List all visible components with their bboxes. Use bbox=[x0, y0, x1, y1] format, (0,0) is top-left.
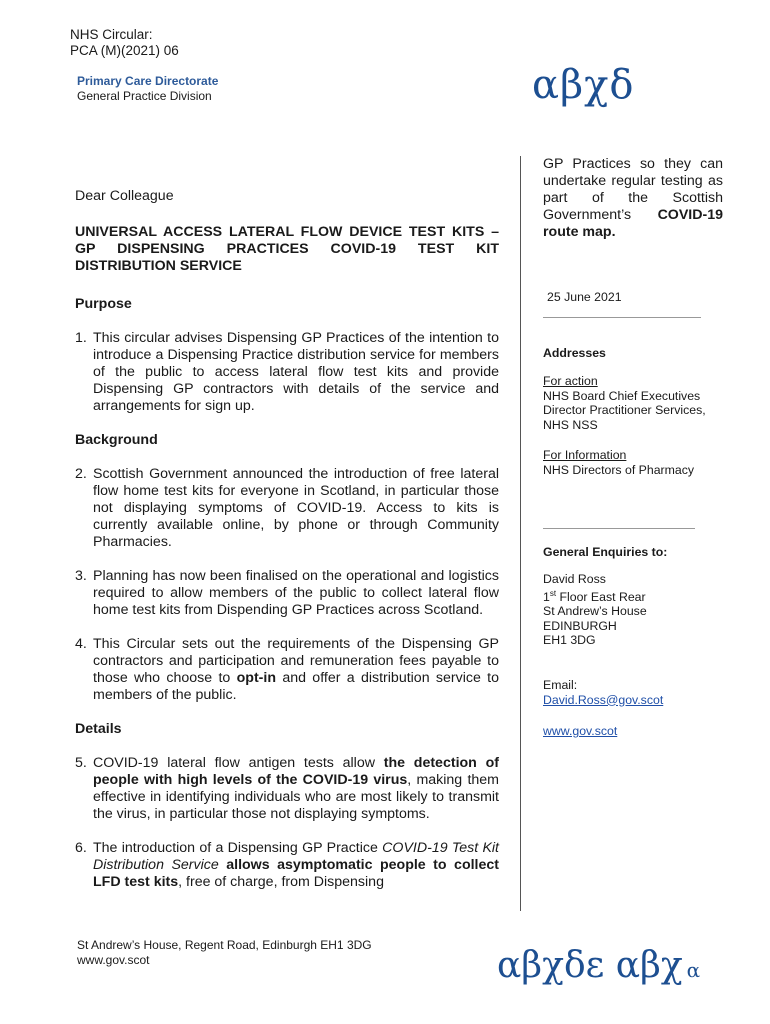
website-link[interactable]: www.gov.scot bbox=[543, 724, 618, 738]
paragraph-6 bbox=[75, 840, 499, 891]
paragraph-number: 2. bbox=[75, 466, 87, 482]
email-link[interactable]: David.Ross@gov.scot bbox=[543, 692, 664, 707]
floor-text: Floor East Rear bbox=[556, 589, 646, 604]
contact-city: EDINBURGH bbox=[543, 618, 617, 633]
paragraph-emphasis: the detection of people with high levels of the COVID-19 virus bbox=[93, 755, 499, 788]
logo-bottom-text: αβχδε αβχ bbox=[497, 945, 683, 986]
paragraph-number: 1. bbox=[75, 330, 87, 346]
contact-name: David Ross bbox=[543, 572, 606, 586]
sidebar-intro bbox=[543, 156, 723, 241]
paragraph-5 bbox=[75, 755, 499, 823]
for-action-recipient: NHS Board Chief Executives bbox=[543, 388, 701, 403]
directorate-block bbox=[77, 74, 218, 104]
paragraph-text: The introduction of a Dispensing GP Practice bbox=[93, 840, 383, 856]
email-label: Email: bbox=[543, 678, 578, 692]
paragraph-number: 5. bbox=[75, 755, 87, 771]
letter-title: UNIVERSAL ACCESS LATERAL FLOW DEVICE TEST KITS – GP DISPENSING PRACTICES COVID-19 TEST KIT DISTRIBUTION SERVICE bbox=[75, 224, 499, 274]
paragraph-emphasis: allows asymptomatic people to collect LFD test kits bbox=[93, 857, 499, 890]
sidebar-intro-text: GP Practices so they can undertake regular testing as part of the Scottish Government’s bbox=[543, 156, 723, 223]
floor-suffix: st bbox=[549, 588, 557, 598]
paragraph-emphasis: opt-in bbox=[236, 670, 276, 686]
contact-building: St Andrew’s House bbox=[543, 604, 647, 619]
division-name: General Practice Division bbox=[77, 89, 212, 103]
salutation: Dear Colleague bbox=[75, 188, 174, 204]
footer-address-block bbox=[77, 938, 372, 968]
letter-body bbox=[75, 188, 499, 891]
heading-details: Details bbox=[75, 721, 122, 737]
for-information-label: For Information bbox=[543, 448, 627, 462]
sidebar-intro-emphasis: COVID-19 route map. bbox=[543, 207, 723, 240]
circular-number: PCA (M)(2021) 06 bbox=[70, 43, 179, 58]
circular-label: NHS Circular: bbox=[70, 27, 153, 42]
contact-address bbox=[543, 572, 728, 648]
paragraph-text: This Circular sets out the requirements of the Dispensing GP contractors and participation and remuneration fees payable to those who choose to bbox=[93, 636, 499, 686]
for-action-recipient: Director Practitioner Services, bbox=[543, 403, 706, 418]
for-action-block bbox=[543, 374, 728, 432]
email-block bbox=[543, 678, 728, 707]
enquiries-heading: General Enquiries to: bbox=[543, 545, 668, 559]
paragraph-italic: COVID-19 Test Kit Distribution Service bbox=[93, 840, 499, 873]
footer-address: St Andrew’s House, Regent Road, Edinburgh EH1 3DG bbox=[77, 938, 372, 952]
logo-top: αβχδ bbox=[532, 62, 635, 108]
paragraph-text: Scottish Government announced the introduction of free lateral flow home test kits for everyone in Scotland, in particular those not displaying symptoms of COVID-19. Access to kits is currently available online, by phone or through Community Pharmacies. bbox=[93, 466, 499, 550]
paragraph-number: 3. bbox=[75, 568, 87, 584]
paragraph-2 bbox=[75, 466, 499, 551]
letter-date: 25 June 2021 bbox=[547, 290, 622, 304]
for-information-block bbox=[543, 448, 728, 477]
paragraph-text: Planning has now been finalised on the operational and logistics required to allow members of the public to collect lateral flow home test kits from Dispending GP Practices across Scotland. bbox=[93, 568, 499, 618]
addresses-heading: Addresses bbox=[543, 346, 606, 360]
column-divider bbox=[520, 156, 521, 911]
paragraph-4 bbox=[75, 636, 499, 704]
contact-postcode: EH1 3DG bbox=[543, 633, 596, 648]
logo-bottom-small: α bbox=[686, 958, 701, 982]
footer-website: www.gov.scot bbox=[77, 953, 150, 967]
contact-floor bbox=[543, 587, 728, 605]
circular-reference bbox=[70, 27, 179, 59]
directorate-name: Primary Care Directorate bbox=[77, 74, 219, 88]
paragraph-text: and offer a distribution service to members of the public. bbox=[93, 670, 499, 703]
paragraph-number: 6. bbox=[75, 840, 87, 856]
paragraph-1 bbox=[75, 330, 499, 415]
paragraph-3 bbox=[75, 568, 499, 619]
for-action-recipient: NHS NSS bbox=[543, 417, 598, 432]
website-block bbox=[543, 724, 728, 739]
divider-rule bbox=[543, 528, 695, 529]
logo-bottom bbox=[497, 945, 700, 986]
heading-background: Background bbox=[75, 432, 158, 448]
paragraph-text: COVID-19 lateral flow antigen tests allow bbox=[93, 755, 384, 771]
paragraph-text: , free of charge, from Dispensing bbox=[178, 874, 384, 890]
paragraph-text: This circular advises Dispensing GP Practices of the intention to introduce a Dispensing Practice distribution service for members of the public to access lateral flow test kits and provide Dispensing GP contractors with details of the service and arrangements for sign up. bbox=[93, 330, 499, 414]
paragraph-text: , making them effective in identifying individuals who are most likely to transmit the virus, in particular those not displaying symptoms. bbox=[93, 772, 499, 822]
heading-purpose: Purpose bbox=[75, 296, 132, 312]
for-action-label: For action bbox=[543, 374, 598, 388]
floor-number: 1 bbox=[543, 589, 550, 604]
divider-rule bbox=[543, 317, 701, 318]
paragraph-number: 4. bbox=[75, 636, 87, 652]
for-information-recipient: NHS Directors of Pharmacy bbox=[543, 462, 695, 477]
